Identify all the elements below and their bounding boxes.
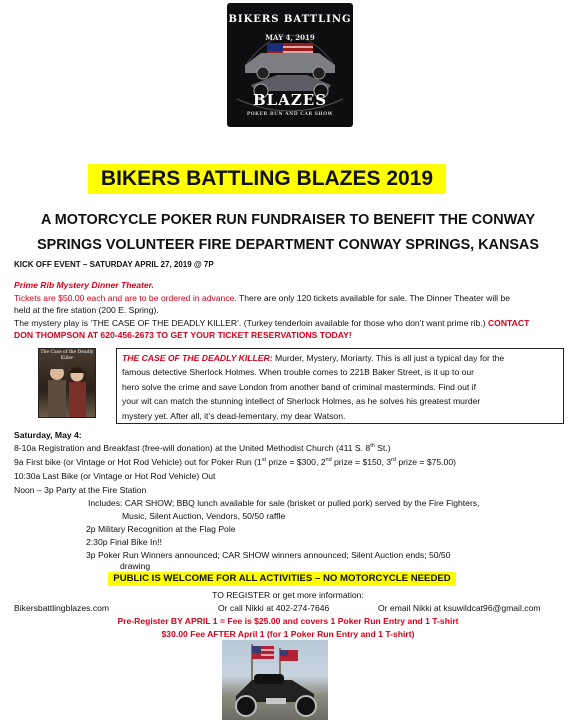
public-welcome-banner: PUBLIC IS WELCOME FOR ALL ACTIVITIES – NO MOTORCYCLE NEEDED xyxy=(108,572,456,586)
subtitle xyxy=(14,208,562,258)
dinner-play-line xyxy=(14,318,529,329)
saturday-heading: Saturday, May 4: xyxy=(14,430,82,440)
motorcycle-photo xyxy=(222,640,328,720)
subtitle-line-2: SPRINGS VOLUNTEER FIRE DEPARTMENT CONWAY SPRINGS, KANSAS xyxy=(37,237,539,253)
event-logo xyxy=(227,3,353,127)
schedule-last-bike: 10:30a Last Bike (or Vintage or Hot Rod Vehicle) Out xyxy=(14,471,216,481)
first-prize-sup: st xyxy=(261,457,267,464)
logo-date: MAY 4, 2019 xyxy=(265,33,315,42)
website-link[interactable]: Bikersbattlingblazes.com xyxy=(14,603,110,613)
logo-blazes: BLAZES xyxy=(252,91,328,109)
schedule-military: 2p Military Recognition at the Flag Pole xyxy=(86,524,236,534)
register-heading: TO REGISTER or get more information: xyxy=(212,590,364,600)
second-prize-text: prize = $150, 3 xyxy=(331,457,392,467)
registration-text: 8-10a Registration and Breakfast (free-will donation) at the United Methodist Church (411 S. 8 xyxy=(14,443,371,453)
schedule-party: Noon – 3p Party at the Fire Station xyxy=(14,485,147,495)
schedule-final-bike: 2:30p Final Bike In!! xyxy=(86,537,162,547)
motorcycle-illustration xyxy=(222,640,328,720)
ticket-availability-text: There are only 120 tickets available for sale. The Dinner Theater will be xyxy=(236,293,511,303)
schedule-winners: 3p Poker Run Winners announced; CAR SHOW winners announced; Silent Auction ends; 50/50 xyxy=(86,550,451,560)
schedule-includes: Includes: CAR SHOW; BBQ lunch available for sale (brisket or pulled pork) served by the Fire Fighters, xyxy=(88,498,480,508)
schedule-drawing: drawing xyxy=(120,561,151,571)
third-prize-sup: rd xyxy=(391,457,397,464)
play-name-text: The mystery play is ‘THE CASE OF THE DEADLY KILLER’. (Turkey tenderloin available for those who don’t want prime rib.) xyxy=(14,318,486,328)
mystery-label: THE CASE OF THE DEADLY KILLER: xyxy=(122,353,273,363)
logo-subtitle: POKER RUN AND CAR SHOW xyxy=(246,112,334,117)
second-prize-sup: nd xyxy=(325,457,332,464)
mystery-line-5: mystery yet. After all, it’s dead-lementary, my dear Watson. xyxy=(122,410,346,421)
mystery-image-caption: The Case of the Deadly Killer xyxy=(40,350,94,361)
page-title: BIKERS BATTLING BLAZES 2019 xyxy=(88,164,446,194)
dinner-tickets-line xyxy=(14,293,510,304)
mystery-play-image xyxy=(38,348,96,418)
contact-label: CONTACT xyxy=(487,318,530,328)
pre-register-fee: Pre-Register BY APRIL 1 = Fee is $25.00 and covers 1 Poker Run Entry and 1 T-shirt xyxy=(117,616,459,626)
schedule-includes-cont: Music, Silent Auction, Vendors, 50/50 raffle xyxy=(122,511,286,521)
email-contact[interactable]: Or email Nikki at ksuwildcat96@gmail.com xyxy=(378,603,541,613)
mystery-text-1: Murder, Mystery, Moriarty. This is all just a typical day for the xyxy=(272,353,505,363)
third-prize-text: prize = $75.00) xyxy=(396,457,456,467)
first-prize-text: prize = $300, 2 xyxy=(266,457,326,467)
mystery-line-2: famous detective Sherlock Holmes. When trouble comes to 221B Baker Street, is it up to our xyxy=(122,367,475,378)
subtitle-line-1: A MOTORCYCLE POKER RUN FUNDRAISER TO BENEFIT THE CONWAY xyxy=(40,212,536,228)
late-fee: $30.00 Fee AFTER April 1 (for 1 Poker Run Entry and 1 T-shirt) xyxy=(161,629,415,639)
first-bike-text: 9a First bike (or Vintage or Hot Rod Vehicle) out for Poker Run (1 xyxy=(14,457,262,467)
schedule-first-bike xyxy=(14,457,456,468)
mystery-line-1 xyxy=(122,351,558,365)
ticket-price-text: Tickets are $50.00 each and are to be ordered in advance. xyxy=(14,293,237,303)
dinner-heading: Prime Rib Mystery Dinner Theater. xyxy=(14,280,154,290)
mystery-line-3: hero solve the crime and save London from another band of criminal masterminds. Find out if xyxy=(122,381,476,392)
kickoff-event: KICK OFF EVENT – SATURDAY APRIL 27, 2019 @ 7P xyxy=(14,260,214,269)
mystery-line-4: your wit can match the stunning intellect of Sherlock Holmes, as he solves his greatest murder xyxy=(122,396,481,407)
registration-sup: th xyxy=(370,443,375,450)
logo-title: BIKERS BATTLING xyxy=(228,14,352,25)
contact-line: DON THOMPSON AT 620-456-2673 TO GET YOUR TICKET RESERVATIONS TODAY! xyxy=(14,330,352,340)
dinner-location: held at the fire station (200 E. Spring). xyxy=(14,305,159,315)
schedule-registration xyxy=(14,443,391,454)
mystery-description-box xyxy=(116,348,564,424)
registration-text-end: St.) xyxy=(374,443,391,453)
call-contact: Or call Nikki at 402-274-7646 xyxy=(218,603,330,613)
